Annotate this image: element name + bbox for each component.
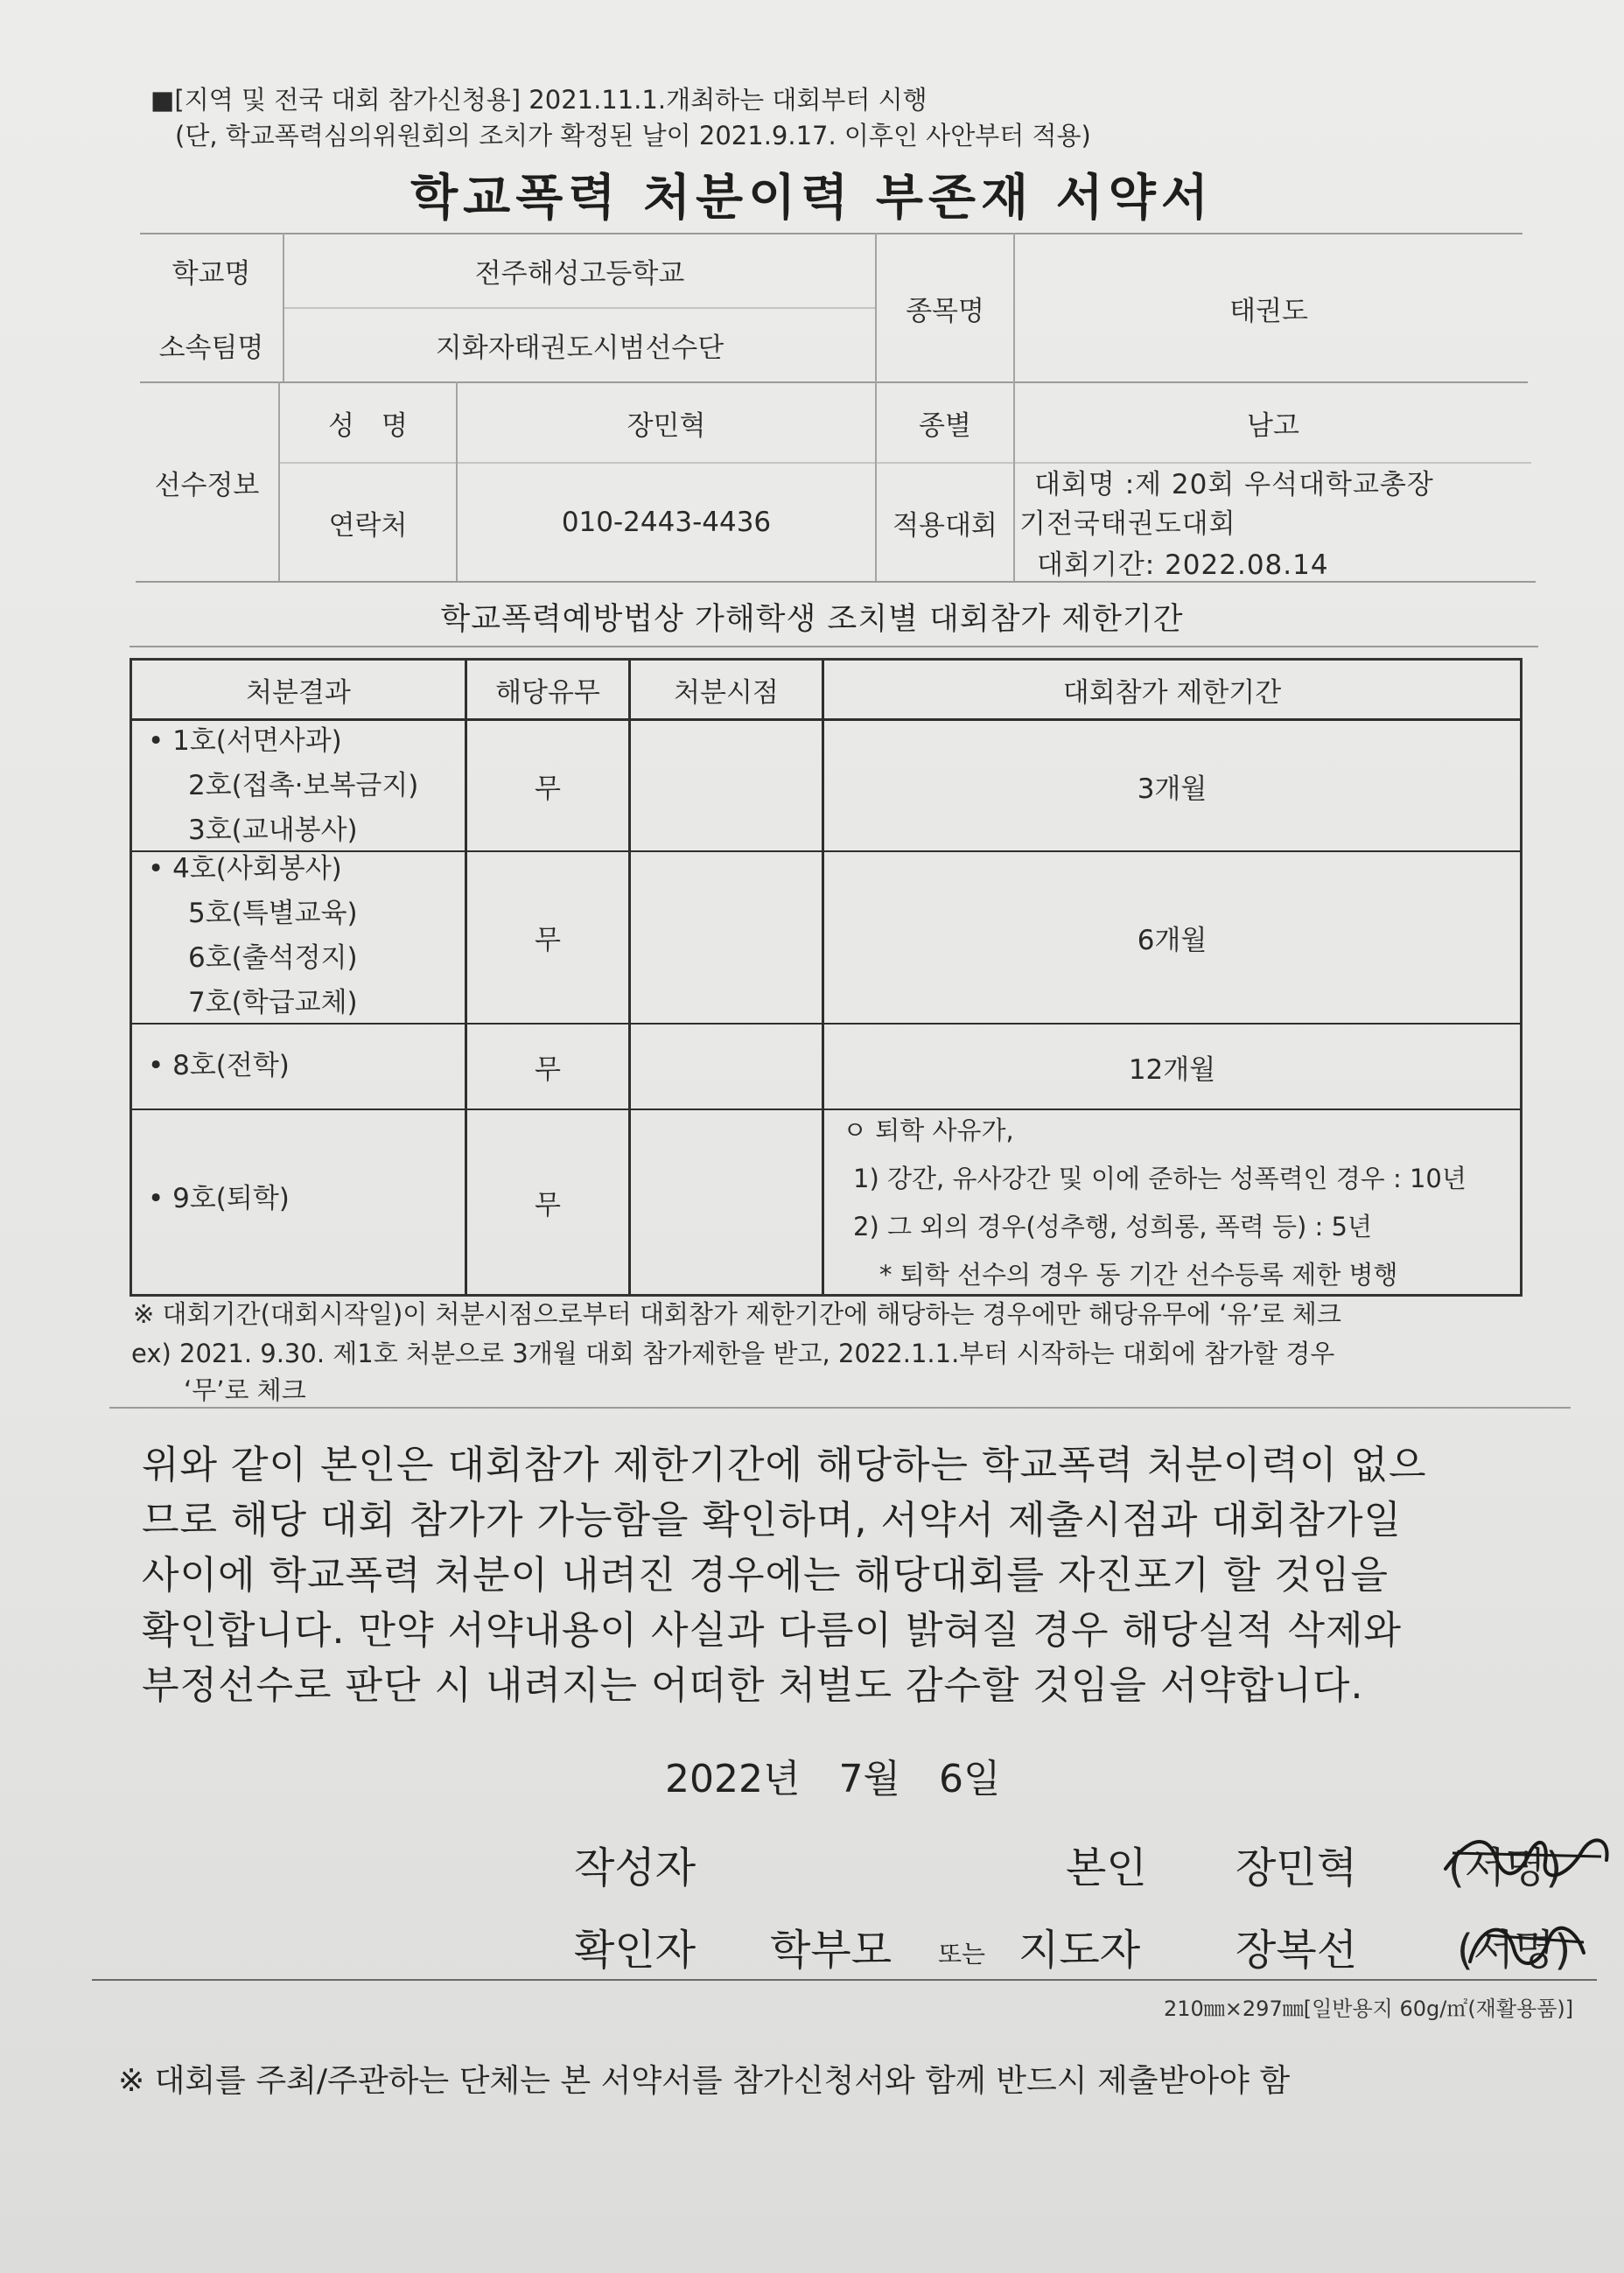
table-row-3-period: 12개월 [1128,1053,1216,1086]
name-label: 성 명 [328,409,408,442]
pledge-date: 2022년 7월 6일 [665,1757,1001,1801]
confirmer-label: 확인자 [574,1926,696,1975]
result-item: • 4호(사회봉사) [148,853,342,885]
result-item: • 8호(전학) [148,1050,290,1081]
result-item: 5호(특별교육) [188,898,358,929]
competition-name: 대회명 :제 20회 우석대학교총장 [1034,469,1434,500]
table-row-1-result [148,719,418,853]
pledge-line: 사이에 학교폭력 처분이 내려진 경우에는 해당대회를 자진포기 할 것임을 [142,1553,1390,1598]
writer-name: 장민혁 [1236,1843,1358,1892]
discipline-table [130,658,1522,1297]
table-row-4-time [631,1110,822,1294]
confirmer-signature-mark [1452,1900,1601,1988]
divider [92,1979,1597,1981]
table-row-1-applicable: 무 [535,773,561,805]
writer-sign-placeholder: (서명) [1448,1843,1563,1892]
table-row-4-applicable: 무 [535,1189,561,1221]
result-item: 7호(학급교체) [188,987,358,1018]
table-row-2-result [148,847,358,1025]
period-line: 2) 그 외의 경우(성추행, 성희롱, 폭력 등) : 5년 [853,1212,1373,1241]
confirmer-role-parent: 학부모 [770,1926,892,1975]
header-period: 대회참가 제한기간 [1062,676,1282,709]
competition-label: 적용대회 [892,509,998,542]
table-row-2-applicable: 무 [535,925,561,956]
competition-period: 대회기간: 2022.08.14 [1037,549,1329,581]
school-label: 학교명 [172,258,251,290]
confirmer-name: 장복선 [1236,1926,1358,1975]
header-time: 처분시점 [674,676,779,709]
period-line: ㅇ 퇴학 사유가, [843,1116,1014,1145]
pledge-line: 부정선수로 판단 시 내려지는 어떠한 처벌도 감수할 것임을 서약합니다. [142,1663,1364,1708]
pledge-line: 확인합니다. 만약 서약내용이 사실과 다름이 밝혀질 경우 해당실적 삭제와 [142,1608,1402,1653]
school-value: 전주해성고등학교 [474,258,685,290]
competition-name-cont: 기전국태권도대회 [1019,508,1236,540]
table-row-2-time [631,852,822,1023]
table-row-3-result [148,1044,290,1088]
note-example: ex) 2021. 9.30. 제1호 처분으로 3개월 대회 참가제한을 받고, 2022.1.1.부터 시작하는 대회에 참가할 경우 [131,1339,1335,1368]
event-label: 종목명 [906,295,984,327]
contact-value: 010-2443-4436 [561,507,772,538]
writer-signature-mark [1435,1818,1619,1897]
table-row-4-result [148,1177,290,1221]
notice-line-2: (단, 학교폭력심의위원회의 조치가 확정된 날이 2021.9.17. 이후인 사안부터 적용) [175,121,1091,150]
result-item: • 1호(서면사과) [148,725,342,757]
table-row-1-time [631,721,822,850]
confirmer-sign-placeholder: (서명) [1457,1926,1572,1975]
header-applicable: 해당유무 [495,676,600,709]
result-item: 3호(교내봉사) [188,815,358,846]
writer-label: 작성자 [574,1843,696,1892]
category-label: 종별 [919,409,971,442]
event-value: 태권도 [1229,295,1308,327]
contact-label: 연락처 [328,509,408,542]
divider [130,646,1538,647]
result-item: 2호(접촉·보복금지) [188,770,419,801]
section-title: 학교폭력예방법상 가해학생 조치별 대회참가 제한기간 [440,602,1184,637]
footer-notice: ※ 대회를 주최/주관하는 단체는 본 서약서를 참가신청서와 함께 반드시 제출받아야 함 [118,2063,1291,2099]
result-item: 6호(출석정지) [188,942,358,974]
pledge-line: 므로 해당 대회 참가가 가능함을 확인하며, 서약서 제출시점과 대회참가일 [142,1498,1402,1542]
team-label: 소속팀명 [158,332,264,364]
category-value: 남고 [1247,409,1299,442]
table-row-3-time [631,1025,822,1109]
athlete-info-label: 선수정보 [154,469,260,501]
pledge-line: 위와 같이 본인은 대회참가 제한기간에 해당하는 학교폭력 처분이력이 없으 [142,1443,1427,1487]
result-item: • 9호(퇴학) [148,1183,290,1214]
divider [109,1407,1571,1409]
table-row-4-period [843,1107,1466,1299]
confirmer-role-coach: 지도자 [1018,1926,1141,1975]
note-example-cont: ‘무’로 체크 [184,1375,306,1405]
paper-spec: 210㎜×297㎜[일반용지 60g/㎡(재활용품)] [1164,1997,1574,2021]
name-value: 장민혁 [626,409,706,442]
period-line: 1) 강간, 유사강간 및 이에 준하는 성폭력인 경우 : 10년 [853,1164,1466,1193]
confirmer-or: 또는 [938,1940,986,1969]
notice-line-1: ■[지역 및 전국 대회 참가신청용] 2021.11.1.개최하는 대회부터 시행 [150,85,928,115]
header-result: 처분결과 [246,676,351,709]
team-value: 지화자태권도시범선수단 [435,332,724,364]
table-row-1-period: 3개월 [1137,773,1208,805]
table-row-3-applicable: 무 [535,1053,561,1086]
pledge-text [142,1437,1427,1713]
period-line: * 퇴학 선수의 경우 동 기간 선수등록 제한 병행 [879,1260,1398,1290]
writer-role: 본인 [1066,1843,1147,1892]
table-row-2-period: 6개월 [1137,925,1208,956]
note-check: ※ 대회기간(대회시작일)이 처분시점으로부터 대회참가 제한기간에 해당하는 경우에만 해당유무에 ‘유’로 체크 [133,1299,1341,1329]
document-title: 학교폭력 처분이력 부존재 서약서 [410,170,1214,227]
